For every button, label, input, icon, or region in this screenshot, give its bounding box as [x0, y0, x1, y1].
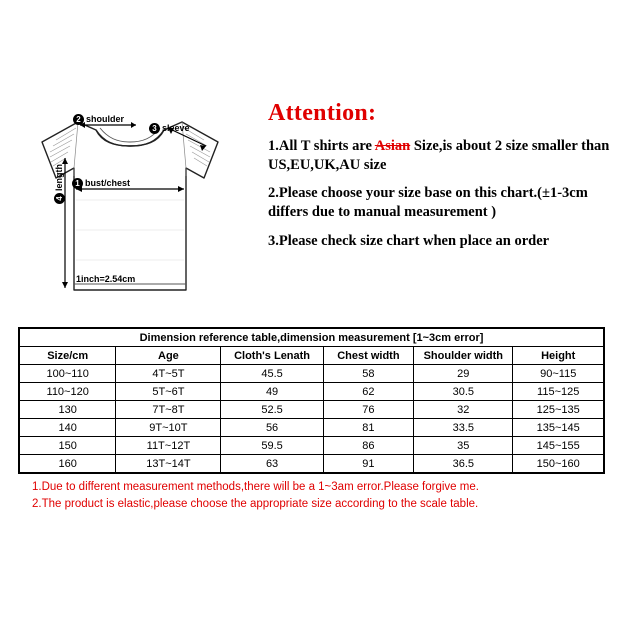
table-row	[20, 455, 604, 473]
cell-size: 160	[20, 455, 116, 473]
cell-shoulder-width: 33.5	[414, 419, 513, 437]
cell-age: 13T~14T	[116, 455, 221, 473]
tshirt-illustration	[18, 100, 258, 315]
header-age: Age	[116, 347, 221, 365]
cell-size: 140	[20, 419, 116, 437]
header-shoulder-width: Shoulder width	[414, 347, 513, 365]
attention-line-1-strike: Asian	[374, 138, 411, 154]
cell-height: 135~145	[513, 419, 604, 437]
cell-size: 130	[20, 401, 116, 419]
cell-chest-width: 58	[323, 365, 414, 383]
cell-age: 5T~6T	[116, 383, 221, 401]
cell-shoulder-width: 32	[414, 401, 513, 419]
cell-chest-width: 62	[323, 383, 414, 401]
cell-age: 4T~5T	[116, 365, 221, 383]
badge-2: 2	[73, 114, 84, 125]
tshirt-diagram	[18, 100, 258, 315]
note-1: 1.Due to different measurement methods,there will be a 1~3am error.Please forgive me.	[32, 481, 479, 493]
label-length	[54, 164, 65, 204]
cell-size: 100~110	[20, 365, 116, 383]
cell-cloth-length: 59.5	[221, 437, 323, 455]
cell-cloth-length: 45.5	[221, 365, 323, 383]
cell-height: 125~135	[513, 401, 604, 419]
header-chest-width: Chest width	[323, 347, 414, 365]
top-section	[0, 92, 620, 317]
size-table	[19, 328, 604, 473]
cell-height: 90~115	[513, 365, 604, 383]
cell-cloth-length: 56	[221, 419, 323, 437]
cell-height: 145~155	[513, 437, 604, 455]
label-shoulder-text: shoulder	[86, 114, 125, 124]
cell-age: 7T~8T	[116, 401, 221, 419]
attention-line-3: 3.Please check size chart when place an order	[268, 232, 550, 249]
cell-cloth-length: 49	[221, 383, 323, 401]
label-length-text: length	[54, 164, 64, 191]
cell-cloth-length: 63	[221, 455, 323, 473]
badge-3: 3	[149, 123, 160, 134]
attention-line-2: 2.Please choose your size base on this chart.(±1-3cm differs due to manual measurement )	[268, 185, 588, 221]
cell-chest-width: 91	[323, 455, 414, 473]
cell-shoulder-width: 30.5	[414, 383, 513, 401]
note-2: 2.The product is elastic,please choose the appropriate size according to the scale table.	[32, 498, 479, 510]
table-title: Dimension reference table,dimension measurement [1~3cm error]	[20, 329, 604, 347]
cell-size: 110~120	[20, 383, 116, 401]
cell-chest-width: 76	[323, 401, 414, 419]
cell-shoulder-width: 36.5	[414, 455, 513, 473]
cell-cloth-length: 52.5	[221, 401, 323, 419]
attention-block	[268, 100, 612, 260]
label-sleeve-text: sleeve	[162, 123, 190, 133]
attention-line-1	[268, 137, 612, 175]
cell-size: 150	[20, 437, 116, 455]
table-row	[20, 419, 604, 437]
cell-height: 115~125	[513, 383, 604, 401]
badge-1: 1	[72, 178, 83, 189]
cell-age: 9T~10T	[116, 419, 221, 437]
badge-4: 4	[54, 193, 65, 204]
label-sleeve	[149, 123, 190, 134]
table-title-row	[20, 329, 604, 347]
cell-height: 150~160	[513, 455, 604, 473]
attention-line-1a: 1.All T shirts are	[268, 138, 375, 154]
attention-line-1b: Size,is about 2 size smaller than US,EU,UK,AU size	[268, 138, 610, 174]
cell-shoulder-width: 35	[414, 437, 513, 455]
header-size: Size/cm	[20, 347, 116, 365]
table-row	[20, 365, 604, 383]
table-header-row	[20, 347, 604, 365]
notes-block	[18, 481, 603, 515]
attention-title: Attention:	[268, 100, 377, 126]
table-row	[20, 437, 604, 455]
table-row	[20, 401, 604, 419]
label-bust-chest	[72, 178, 130, 189]
label-bust-text: bust/chest	[85, 178, 131, 188]
cell-chest-width: 86	[323, 437, 414, 455]
size-table-container	[18, 327, 605, 474]
label-shoulder	[73, 114, 124, 125]
cell-chest-width: 81	[323, 419, 414, 437]
cell-age: 11T~12T	[116, 437, 221, 455]
header-height: Height	[513, 347, 604, 365]
cell-shoulder-width: 29	[414, 365, 513, 383]
header-cloth-length: Cloth's Lenath	[221, 347, 323, 365]
label-inch-conversion: 1inch=2.54cm	[76, 274, 136, 284]
table-row	[20, 383, 604, 401]
